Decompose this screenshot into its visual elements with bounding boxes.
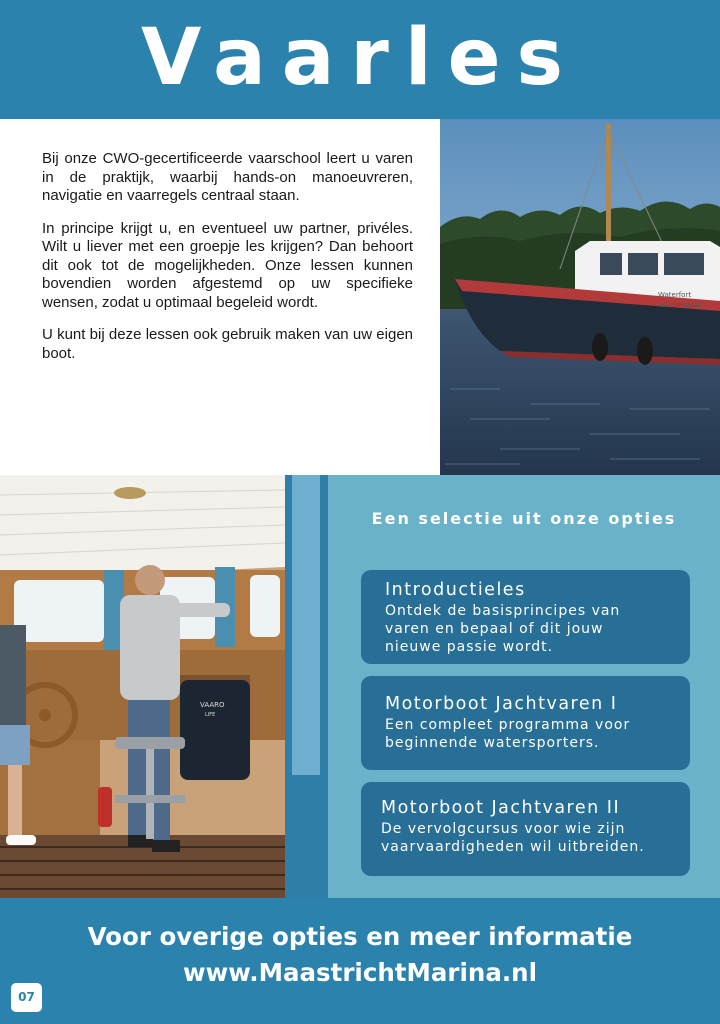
description-line: vaarvaardigheden wil uitbreiden. — [381, 839, 645, 855]
description-line: nieuwe passie wordt. — [385, 639, 554, 655]
description-line: De vervolgcursus voor wie zijn — [381, 821, 626, 837]
boat-photo-illustration — [440, 119, 720, 475]
intro-paragraph: U kunt bij deze lessen ook gebruik maken van uw eigen boot. — [42, 326, 413, 362]
description-line: beginnende watersporters. — [385, 735, 600, 751]
page-number-badge: 07 — [11, 983, 42, 1012]
options-heading: Een selectie uit onze opties — [371, 509, 677, 528]
helm-photo — [0, 475, 328, 898]
option-card-title: Motorboot Jachtvaren I — [385, 694, 618, 714]
description-line: varen en bepaal of dit jouw — [385, 621, 604, 637]
intro-text — [42, 150, 413, 377]
description-line: Ontdek de basisprincipes van — [385, 603, 621, 619]
option-card-title: Introductieles — [385, 580, 526, 600]
jacket-sublabel: LIFE — [205, 712, 216, 718]
description-line: Een compleet programma voor — [385, 717, 631, 733]
boat-hull-label: Waterfort — [658, 291, 692, 299]
helm-photo-illustration — [0, 475, 328, 898]
footer-banner — [0, 898, 720, 1024]
intro-paragraph: In principe krijgt u, en eventueel uw partner, privéles. Wilt u liever met een groepje les krijgen? Dan behoort dit ook tot de mogelijkheden. Onze lessen kunnen bovendien worden afgestemd op uw specifieke wensen, zodat u optimaal begeleid wordt. — [42, 219, 413, 311]
header-banner — [0, 0, 720, 119]
boat-hull-sublabel: vaarcursussen — [658, 302, 702, 309]
intro-paragraph: Bij onze CWO-gecertificeerde vaarschool leert u varen in de praktijk, waarbij hands-on manoeuvreren, navigatie en vaarregels centraal staan. — [42, 150, 413, 204]
boat-photo — [440, 119, 720, 475]
option-card-introductieles[interactable] — [361, 570, 690, 664]
option-card-jachtvaren-2[interactable] — [361, 782, 690, 876]
footer-website-link[interactable]: www.MaastrichtMarina.nl — [182, 958, 538, 987]
page-title: Vaarles — [141, 13, 579, 103]
option-card-title: Motorboot Jachtvaren II — [381, 798, 621, 818]
option-card-description — [381, 820, 686, 856]
option-card-description — [385, 716, 685, 752]
jacket-label: VAARO — [200, 701, 225, 709]
option-card-jachtvaren-1[interactable] — [361, 676, 690, 770]
footer-info-text: Voor overige opties en meer informatie — [87, 922, 633, 951]
options-panel — [328, 475, 720, 898]
option-card-description — [385, 602, 685, 656]
